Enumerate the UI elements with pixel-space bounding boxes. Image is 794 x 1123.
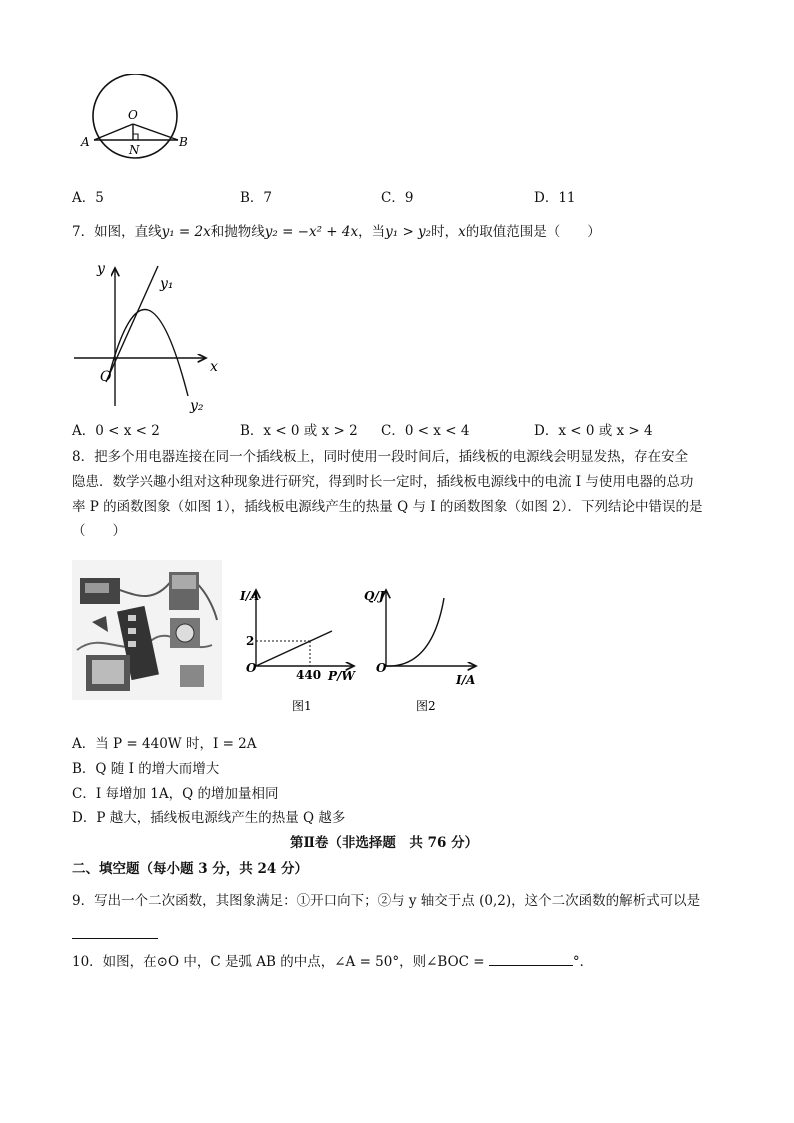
circle-figure	[78, 74, 190, 160]
fig1-line	[256, 631, 332, 666]
appliances-photo	[72, 560, 222, 700]
q8-stem-line3: 率 P 的函数图象（如图 1），插线板电源线产生的热量 Q 与 I 的函数图象（如图 2）．下列结论中错误的是	[72, 499, 703, 515]
q7-line-y1	[106, 266, 158, 382]
q8-stem-line2: 隐患．数学兴趣小组对这种现象进行研究，得到时长一定时，插线板电源线中的电流 I 与使用电器的总功	[72, 474, 694, 490]
q7-mid3: 时，	[431, 224, 459, 240]
right-angle-mark	[133, 134, 138, 140]
q10-text: 10．如图，在⊙O 中，C 是弧 AB 的中点，∠A = 50°，则∠BOC =	[72, 954, 485, 970]
q7-label-y2: y₂	[190, 398, 204, 414]
q10-unit: °．	[572, 954, 594, 970]
q7-stem	[72, 223, 601, 241]
q7-option-b[interactable]: B．x < 0 或 x > 2	[240, 423, 358, 439]
label-b: B	[179, 135, 188, 149]
part2-title: 第Ⅱ卷（非选择题 共 76 分）	[290, 835, 479, 851]
fig2-origin: O	[376, 661, 387, 675]
q8-option-d[interactable]: D．P 越大，插线板电源线产生的热量 Q 越多	[72, 810, 346, 826]
q6-option-b[interactable]: B．7	[240, 190, 273, 206]
fig1-xlabel: P/W	[328, 669, 355, 683]
q10-stem	[72, 951, 593, 971]
q7-label-y: y	[97, 261, 105, 277]
q7-label-x: x	[210, 359, 218, 375]
q8-figure-1	[232, 586, 362, 716]
q7-label-o: O	[100, 369, 112, 385]
label-a: A	[81, 135, 90, 149]
q7-suffix: 的取值范围是（ ）	[465, 224, 601, 240]
q7-graph	[70, 256, 230, 416]
fig1-caption: 图1	[292, 699, 312, 713]
q7-parabola-y2	[110, 310, 188, 396]
q7-label-y1: y₁	[160, 276, 174, 292]
fig2-xlabel: I/A	[456, 673, 476, 687]
q7-option-c[interactable]: C．0 < x < 4	[381, 423, 470, 439]
fig1-ylabel: I/A	[240, 589, 260, 603]
section2-title: 二、填空题（每小题 3 分，共 24 分）	[72, 861, 308, 877]
q8-option-c[interactable]: C．I 每增加 1A，Q 的增加量相同	[72, 786, 279, 802]
q7-option-a[interactable]: A．0 < x < 2	[72, 423, 160, 439]
q6-option-a[interactable]: A．5	[72, 190, 104, 206]
fig1-xtick: 440	[296, 668, 322, 682]
q6-option-d[interactable]: D．11	[534, 190, 576, 206]
label-n: N	[129, 143, 140, 157]
q7-cond: y₁ > y₂	[385, 224, 432, 240]
q9-answer-blank[interactable]	[72, 926, 158, 939]
q7-parabola-eq: y₂ = −x² + 4x	[264, 224, 359, 240]
q7-line-eq: y₁ = 2x	[161, 224, 211, 240]
q8-option-a[interactable]: A．当 P = 440W 时，I = 2A	[72, 736, 257, 752]
q9-stem: 9．写出一个二次函数，其图象满足：①开口向下；②与 y 轴交于点 (0,2)，这个二次函数的解析式可以是	[72, 893, 701, 909]
q7-mid1: 和抛物线	[210, 224, 265, 240]
q7-mid2: ，当	[358, 224, 386, 240]
q7-prefix: 7．如图，直线	[72, 224, 162, 240]
q8-option-b[interactable]: B．Q 随 I 的增大而增大	[72, 761, 220, 777]
label-o: O	[128, 108, 138, 122]
fig2-caption: 图2	[416, 699, 436, 713]
q10-answer-blank[interactable]	[489, 951, 573, 966]
q8-stem-line4: （ ）	[72, 523, 126, 539]
q6-option-c[interactable]: C．9	[381, 190, 414, 206]
segment-oa	[94, 124, 133, 140]
fig1-origin: O	[246, 661, 257, 675]
fig2-ylabel: Q/J	[364, 589, 385, 603]
segment-ob	[133, 124, 178, 140]
fig2-curve	[386, 598, 444, 666]
q8-stem-line1: 8．把多个用电器连接在同一个插线板上，同时使用一段时间后，插线板的电源线会明显发热，存在安全	[72, 449, 689, 465]
q8-figure-2	[360, 586, 490, 716]
fig1-ytick: 2	[246, 634, 255, 648]
q7-option-d[interactable]: D．x < 0 或 x > 4	[534, 423, 653, 439]
q7-var: x	[458, 224, 466, 240]
